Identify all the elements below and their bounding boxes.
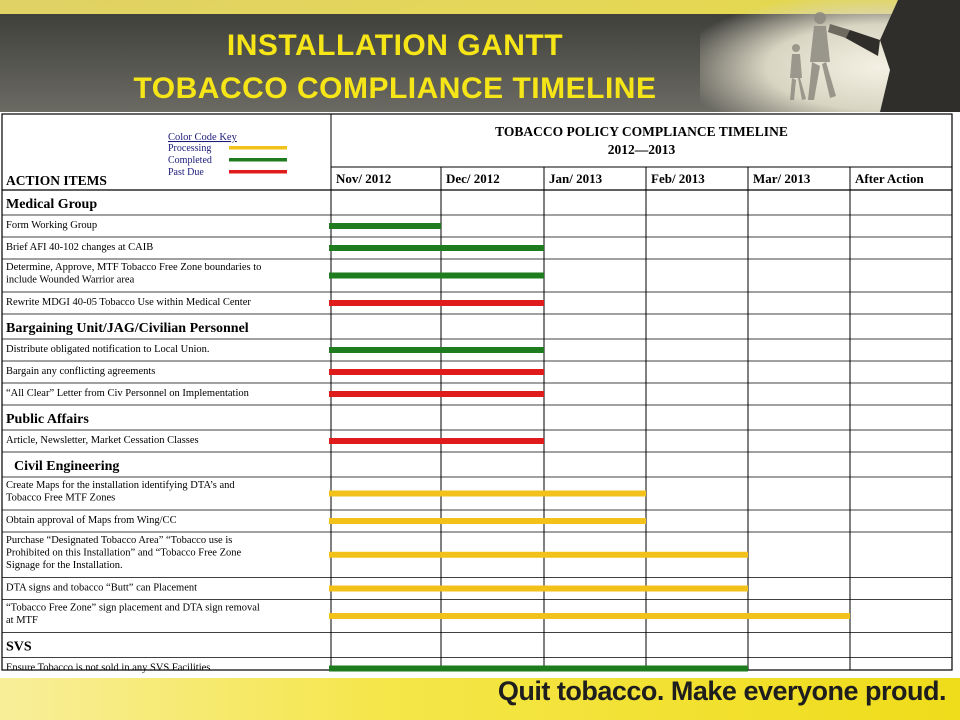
period-header: Nov/ 2012 (336, 171, 392, 186)
section-title: Bargaining Unit/JAG/Civilian Personnel (6, 321, 249, 336)
legend-label-processing: Processing (168, 143, 212, 154)
chart-subtitle: 2012—2013 (607, 142, 676, 157)
section-title: SVS (6, 639, 32, 655)
task-label: Article, Newsletter, Market Cessation Classes (6, 435, 199, 446)
task-bar-completed (329, 273, 544, 279)
slide-header (0, 0, 960, 112)
row-header: ACTION ITEMS (6, 173, 107, 188)
task-label: Purchase “Designated Tobacco Area” “Tobacco use is (6, 535, 233, 546)
period-header: Jan/ 2013 (549, 171, 603, 186)
period-header: Mar/ 2013 (753, 171, 811, 186)
task-bar-processing (329, 491, 646, 497)
task-bar-past-due (329, 438, 544, 444)
task-bar-completed (329, 666, 748, 672)
task-label: Bargain any conflicting agreements (6, 366, 156, 377)
chart-title: TOBACCO POLICY COMPLIANCE TIMELINE (495, 124, 788, 139)
task-label: Create Maps for the installation identifying DTA’s and (6, 480, 235, 491)
task-label: “Tobacco Free Zone” sign placement and DTA sign removal (6, 602, 260, 614)
period-header: After Action (855, 171, 924, 186)
legend-swatch-past-due (229, 170, 287, 174)
task-label: Determine, Approve, MTF Tobacco Free Zone boundaries to (6, 262, 262, 273)
task-bar-processing (329, 586, 748, 592)
footer-tagline: Quit tobacco. Make everyone proud. (497, 676, 946, 706)
legend-title: Color Code Key (168, 132, 237, 143)
task-label: Ensure Tobacco is not sold in any SVS Facilities (6, 662, 211, 674)
task-bar-processing (329, 613, 850, 619)
task-bar-completed (329, 223, 441, 229)
task-bar-past-due (329, 369, 544, 375)
slide-title-line2: TOBACCO COMPLIANCE TIMELINE (133, 72, 657, 105)
legend-swatch-completed (229, 158, 287, 162)
task-label: Form Working Group (6, 220, 98, 231)
task-label: Tobacco Free MTF Zones (6, 492, 116, 504)
legend-swatch-processing (229, 146, 287, 150)
task-label: “All Clear” Letter from Civ Personnel on Implementation (6, 388, 249, 399)
task-bar-processing (329, 518, 646, 524)
task-label: Rewrite MDGI 40-05 Tobacco Use within Medical Center (6, 297, 251, 308)
task-bar-completed (329, 347, 544, 353)
task-label: Obtain approval of Maps from Wing/CC (6, 515, 177, 526)
section-title: Public Affairs (6, 412, 89, 427)
legend-label-past-due: Past Due (168, 167, 204, 178)
section-title: Civil Engineering (14, 459, 120, 474)
period-header: Dec/ 2012 (446, 171, 500, 186)
task-label: DTA signs and tobacco “Butt” can Placement (6, 582, 198, 594)
legend-label-completed: Completed (168, 155, 212, 166)
period-header: Feb/ 2013 (651, 171, 705, 186)
task-label: at MTF (6, 615, 38, 626)
task-label: Brief AFI 40-102 changes at CAIB (6, 242, 154, 253)
section-title: Medical Group (6, 197, 98, 212)
task-bar-past-due (329, 391, 544, 397)
task-label: Prohibited on this Installation” and “Tobacco Free Zone (6, 547, 242, 559)
gantt-chart (0, 112, 960, 678)
gantt-table (0, 112, 960, 678)
task-label: Distribute obligated notification to Local Union. (6, 344, 210, 355)
slide-title-line1: INSTALLATION GANTT (226, 29, 564, 62)
task-bar-completed (329, 245, 544, 251)
task-bar-past-due (329, 300, 544, 306)
task-label: Signage for the Installation. (6, 560, 123, 571)
task-bar-processing (329, 552, 748, 558)
task-label: include Wounded Warrior area (6, 274, 135, 286)
